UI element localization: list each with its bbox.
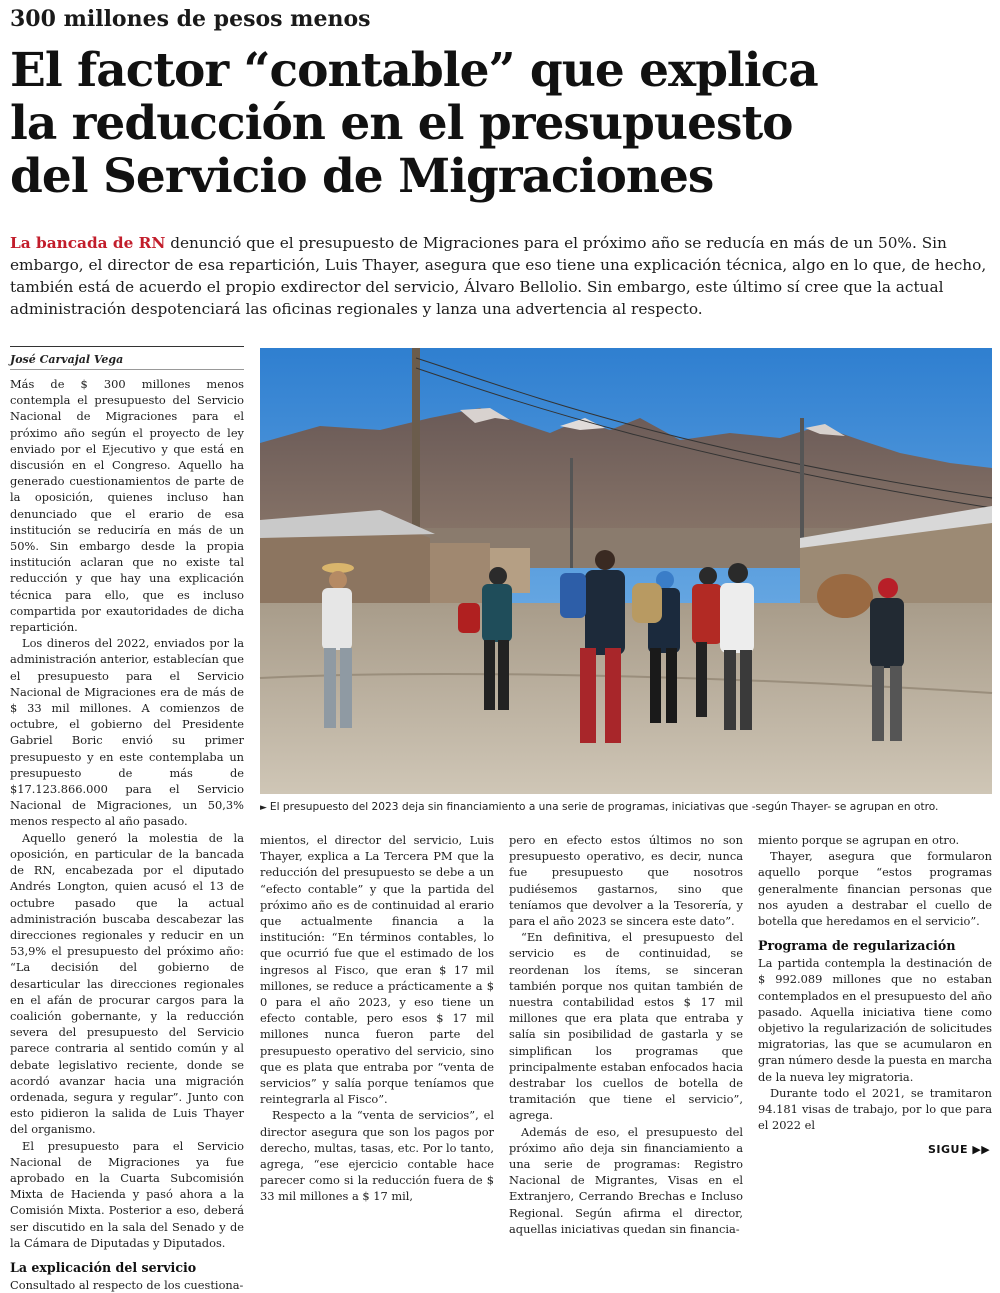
kicker: 300 millones de pesos menos bbox=[10, 6, 371, 32]
article-column-4 bbox=[758, 832, 992, 1133]
headline bbox=[10, 44, 970, 203]
article-column-3 bbox=[509, 832, 743, 1237]
continue-marker: SIGUE ▶▶ bbox=[928, 1143, 991, 1156]
byline: José Carvajal Vega bbox=[10, 353, 124, 366]
subhead-regularizacion: Programa de regularización bbox=[758, 938, 956, 954]
body-paragraph: Durante todo el 2021, se tramitaron 94.181 visas de trabajo, por lo que para el 2022 el bbox=[758, 1085, 992, 1133]
body-paragraph: pero en efecto estos últimos no son presupuesto operativo, es decir, nunca fue presupuesto que nosotros pudiésemos gastarnos, sino que teníamos que devolver a la Tesorería, y para el año 2023 se sincera este dato”. bbox=[509, 833, 743, 929]
body-paragraph: Thayer, asegura que formularon aquello porque “estos programas generalmente financian personas que nos ayuden a destrabar el cuello de botella que heredamos en el servicio”. bbox=[758, 849, 992, 929]
byline-rule-bottom bbox=[10, 369, 244, 370]
caption-marker-icon: ► bbox=[260, 803, 267, 813]
headline-line-2: la reducción en el presupuesto bbox=[10, 96, 793, 151]
body-paragraph: Los dineros del 2022, enviados por la administración anterior, establecían que el presupuesto para el Servicio Nacional de Migraciones era de más de $ 33 mil millones. A comienzos de octubre, el gobierno del Presidente Gabriel Boric envió su primer presupuesto y en este contemplaba un presupuesto de más de $17.123.866.000 para el Servicio Nacional de Migraciones, un 50,3% menos respecto al año pasado. bbox=[10, 636, 244, 829]
body-paragraph: Aquello generó la molestia de la oposición, en particular de la bancada de RN, encabezada por el diputado Andrés Longton, quien acusó el 13 de octubre pasado que la actual administración buscaba descabezar las direcciones regionales y reducir en un 53,9% el presupuesto del próximo año: “La decisión del gobierno de desarticular las direcciones regionales en el afán de procurar cargos para la coalición gobernante, y la reducción severa del presupuesto del Servicio parece contraria al sentido común y al debate legislativo reciente, donde se acordó avanzar hacia una migración ordenada, segura y regular”. Junto con esto pidieron la salida de Luis Thayer del organismo. bbox=[10, 830, 244, 1137]
headline-line-1: El factor “contable” que explica bbox=[10, 43, 818, 98]
headline-line-3: del Servicio de Migraciones bbox=[10, 149, 714, 204]
body-paragraph: El presupuesto para el Servicio Nacional de Migraciones ya fue aprobado en la Cuarta Subcomisión Mixta de Hacienda y pasó ahora a la Comisión Mixta. Posterior a eso, deberá ser discutido en la sala del Senado y de la Cámara de Diputadas y Diputados. bbox=[10, 1138, 244, 1250]
article-column-2 bbox=[260, 832, 494, 1205]
body-paragraph: Consultado al respecto de los cuestiona- bbox=[10, 1277, 244, 1292]
photo-caption bbox=[260, 801, 992, 813]
subhead-explicacion: La explicación del servicio bbox=[10, 1259, 197, 1275]
body-paragraph: La partida contempla la destinación de $ 992.089 millones que no estaban contemplados en el presupuesto del año pasado. Aquella iniciativa tiene como objetivo la regularización de solicitudes migratorias, las que se acumularon en gran número desde la puesta en marcha de la nueva ley migratoria. bbox=[758, 956, 992, 1084]
lead-paragraph bbox=[10, 232, 990, 320]
news-photo bbox=[260, 348, 992, 794]
migrants-walking-illustration bbox=[260, 348, 992, 794]
body-paragraph: “En definitiva, el presupuesto del servicio es de continuidad, se reordenan los ítems, se sinceran también porque nos quitan también de nuestra contabilidad estos $ 17 mil millones que era plata que entraba y salía sin posibilidad de gastarla y se simplifican los programas que principalmente estaban enfocados hacia destrabar los cuellos de botella de tramitación que tiene el servicio”, agrega. bbox=[509, 930, 743, 1123]
article-column-1 bbox=[10, 376, 244, 1293]
lead-text: denunció que el presupuesto de Migraciones para el próximo año se reducía en más de un 50%. Sin embargo, el director de esa repartición, Luis Thayer, asegura que eso tiene una explicación técnica, algo en lo que, de hecho, también está de acuerdo el propio exdirector del servicio, Álvaro Bellolio. Sin embargo, este último sí cree que la actual administración despotenciará las oficinas regionales y lanza una advertencia al respecto. bbox=[10, 234, 987, 318]
body-paragraph: Respecto a la “venta de servicios”, el director asegura que son los pagos por derecho, multas, tasas, etc. Por lo tanto, agrega, “ese ejercicio contable hace parecer como si la reducción fuera de $ 33 mil millones a $ 17 mil, bbox=[260, 1108, 494, 1204]
body-paragraph: mientos, el director del servicio, Luis Thayer, explica a La Tercera PM que la reducción del presupuesto se debe a un “efecto contable” y que la partida del próximo año es de continuidad al erario que actualmente financia a la institución: “En términos contables, lo que ocurrió fue que el estimado de los ingresos al Fisco, que eran $ 17 mil millones, se reduce a prácticamente a $ 0 para el año 2023, y eso tiene un efecto contable, pero esos $ 17 mil millones nunca fueron parte del presupuesto operativo del servicio, sino que es plata que entraba por “venta de servicios” y salía porque teníamos que reintegrarla al Fisco”. bbox=[260, 833, 494, 1107]
body-paragraph: miento porque se agrupan en otro. bbox=[758, 833, 960, 847]
caption-text: El presupuesto del 2023 deja sin financiamiento a una serie de programas, iniciativas que -según Thayer- se agrupan en otro. bbox=[269, 801, 939, 813]
body-paragraph: Más de $ 300 millones menos contempla el presupuesto del Servicio Nacional de Migraciones para el próximo año según el proyecto de ley enviado por el Ejecutivo y que está en discusión en el Congreso. Aquello ha generado cuestionamientos de parte de la oposición, quienes incluso han denunciado que el erario de esa institución se reduciría en más de un 50%. Sin embargo desde la propia institución aclaran que no existe tal reducción y que hay una explicación técnica para ello, que es incluso compartida por exautoridades de dicha repartición. bbox=[10, 377, 244, 635]
byline-rule-top bbox=[10, 346, 244, 347]
body-paragraph: Además de eso, el presupuesto del próximo año deja sin financiamiento a una serie de programas: Registro Nacional de Migrantes, Visas en el Extranjero, Cerrando Brechas e Incluso Regional. Según afirma el director, aquellas iniciativas quedan sin financia- bbox=[509, 1124, 743, 1236]
lead-highlight: La bancada de RN bbox=[10, 234, 166, 252]
